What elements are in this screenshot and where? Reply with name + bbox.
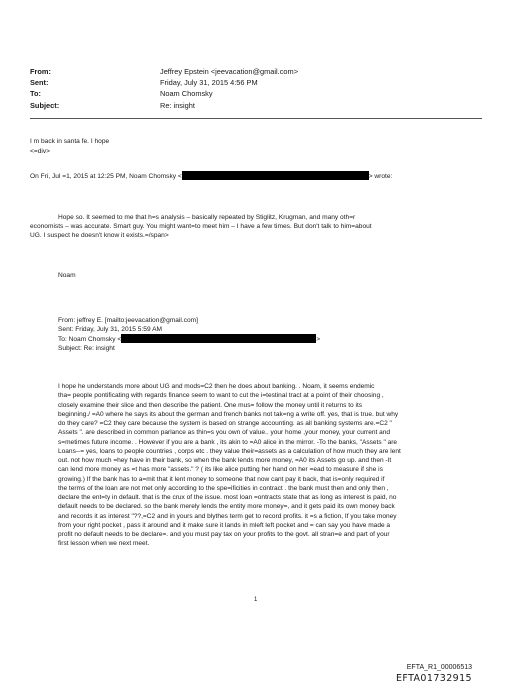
quote-intro-line	[30, 171, 392, 181]
body-line: I hope he understands more about UG and mods=C2 then he does about banking. . Noam, it seems endemic	[58, 383, 375, 390]
sent-label: Sent:	[30, 78, 49, 88]
body-line: Loans--= yes, loans to people countries , corps etc . they value their=assets as a calculation of how much they are lent	[58, 447, 401, 455]
from-value: Jeffrey Epstein <jeevacation@gmail.com>	[160, 67, 299, 76]
forward-from: From: jeffrey E. [mailto:jeevacation@gmail.com]	[58, 317, 198, 324]
chomsky-msg-line-3: UG. I suspect he doesn't know it exists.=/span>	[30, 232, 169, 239]
forward-subject: Subject: Re: insight	[58, 345, 115, 352]
redaction-bar	[182, 171, 369, 180]
header-subject-row	[30, 100, 298, 111]
chomsky-msg-line-1: Hope so. It seemed to me that h=s analysis – basically repeated by Stiglitz, Krugman, and many oth=r	[58, 214, 356, 221]
reply-line-2: <=div>	[30, 148, 50, 155]
quote-intro-prefix: On Fri, Jul =1, 2015 at 12:25 PM, Noam Chomsky <	[30, 173, 182, 180]
signature: Noam	[58, 272, 76, 279]
subject-label: Subject:	[30, 100, 60, 110]
body-line: profit no default needs to be declare=. and you must pay tax on your profits to the govt. all stran=e and part of your	[58, 531, 390, 538]
body-line: can lend more money as =t has more "assets." ? ( its like alice putting her hand on her =ead to measure if she is	[58, 466, 383, 474]
body-line: and records it as interest "??,=C2 and in yours and blythes term get to record profits. it =s a fiction, If you take money	[58, 512, 397, 520]
efta-small-stamp: EFTA_R1_00006513	[406, 664, 472, 671]
header-divider	[30, 118, 482, 119]
sent-value: Friday, July 31, 2015 4:56 PM	[160, 78, 258, 88]
body-line: declare the ent=ty in default. that is the crux of the issue. most loan =ontracts state that as long as interest is paid, no	[58, 494, 397, 501]
header-from-row	[30, 66, 298, 77]
body-line: default needs to be declared. so the bank merely lends the entity more money=, and it gets paid its own money back	[58, 503, 395, 511]
redaction-bar	[121, 334, 316, 343]
forward-to-prefix: To: Noam Chomsky <	[58, 336, 122, 343]
from-label: From:	[30, 67, 51, 76]
header-sent-row	[30, 77, 298, 88]
page-number: 1	[254, 597, 258, 603]
efta-large-stamp: EFTA01732915	[395, 673, 472, 684]
email-header	[30, 66, 298, 111]
body-line: from your right pocket , pass it around and it make sure it lands in mleft left pocket and = can say you have made a	[58, 521, 391, 529]
header-to-row	[30, 88, 298, 99]
body-line: beginning./ =A0 where he says its about the german and french banks not tak=ng a write off. yes, that is true. but why	[58, 410, 399, 418]
to-label: To:	[30, 89, 41, 99]
body-line: closely examine their slice and then describe the patient. One mus= follow the money until it returns to its	[58, 401, 363, 409]
body-line: do they care? =C2 they care because the system is based on strange accounting. as all banking systems are.=C2 "	[58, 420, 392, 427]
body-line: the terms of the loan are not met only according to the spe=ificities in contract . the bank must then and only then ,	[58, 484, 389, 492]
subject-value: Re: insight	[160, 100, 195, 110]
reply-line-1: I m back in santa fe. I hope	[30, 138, 110, 145]
to-value: Noam Chomsky	[160, 89, 213, 99]
quote-intro-suffix: > wrote:	[368, 173, 393, 180]
body-line: growing.) If the bank has to a=mit that it lent money to someone that now cant pay it back, that is=only required if	[58, 475, 385, 483]
forward-to-suffix: >	[316, 336, 321, 343]
body-line: first lesson when we next meet.	[58, 540, 150, 548]
body-line: s=metimes future income. . However if you are a bank , its akin to =A0 alice in the mirror. -To the banks, "Assets " are	[58, 438, 398, 446]
body-line: out. not how much =hey have in their bank, so when the bank lends more money, =A0 its Assets go up. and then -It	[58, 457, 392, 464]
body-line: Assets ". are described in common parlance as thin=s you own of value.. your home ,your money, your current and	[58, 429, 391, 437]
body-line: tha= people pontificating with regards finance seem to want to cut the i=testinal tract at a point of their choosing ,	[58, 392, 384, 400]
forward-to-line	[58, 334, 320, 344]
forward-sent: Sent: Friday, July 31, 2015 5:59 AM	[58, 326, 162, 333]
email-body-paragraph	[58, 382, 488, 549]
chomsky-msg-line-2: economists – was accurate. Smart guy. You might want=to meet him – I have a few times. But don't talk to him=about	[30, 223, 372, 230]
